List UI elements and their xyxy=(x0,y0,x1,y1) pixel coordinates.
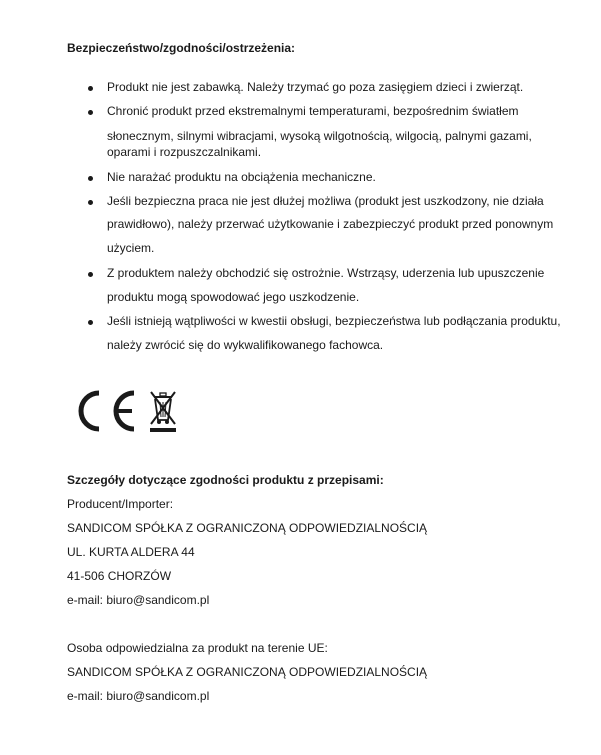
safety-item-line: Z produktem należy obchodzić się ostrożnie. Wstrząsy, uderzenia lub upuszczenie xyxy=(107,266,545,280)
safety-item-line: Jeśli istnieją wątpliwości w kwestii obsługi, bezpieczeństwa lub podłączania produktu, xyxy=(107,314,561,328)
eu-responsible-email: e-mail: biuro@sandicom.pl xyxy=(67,689,210,703)
certification-logos xyxy=(76,386,186,436)
safety-item-line: produktu mogą spowodować jego uszkodzenie. xyxy=(107,290,360,304)
safety-item-line: słonecznym, silnymi wibracjami, wysoką wilgotnością, wilgocią, palnymi gazami, xyxy=(107,129,532,143)
producer-street: UL. KURTA ALDERA 44 xyxy=(67,545,195,559)
eu-responsible-label: Osoba odpowiedzialna za produkt na terenie UE: xyxy=(67,641,328,655)
producer-name: SANDICOM SPÓŁKA Z OGRANICZONĄ ODPOWIEDZIALNOŚCIĄ xyxy=(67,521,428,535)
bullet-dot xyxy=(88,110,93,115)
bullet-dot xyxy=(88,200,93,205)
crossed-out-wheelie-bin-icon xyxy=(148,388,178,434)
eu-responsible-name: SANDICOM SPÓŁKA Z OGRANICZONĄ ODPOWIEDZIALNOŚCIĄ xyxy=(67,665,428,679)
safety-item-line: prawidłowo), należy przerwać użytkowanie i zabezpieczyć produkt przed ponownym xyxy=(107,217,554,231)
safety-item-line: oparami i rozpuszczalnikami. xyxy=(107,145,262,159)
compliance-heading: Szczegóły dotyczące zgodności produktu z przepisami: xyxy=(67,473,384,487)
safety-item-line: użyciem. xyxy=(107,241,155,255)
safety-item-line: należy zwrócić się do wykwalifikowanego fachowca. xyxy=(107,338,384,352)
safety-heading: Bezpieczeństwo/zgodności/ostrzeżenia: xyxy=(67,41,296,55)
bullet-dot xyxy=(88,320,93,325)
safety-item-line: Jeśli bezpieczna praca nie jest dłużej możliwa (produkt jest uszkodzony, nie działa xyxy=(107,194,544,208)
safety-item-line: Nie narażać produktu na obciążenia mechaniczne. xyxy=(107,170,376,184)
safety-item-line: Produkt nie jest zabawką. Należy trzymać go poza zasięgiem dzieci i zwierząt. xyxy=(107,80,524,94)
safety-item-line: Chronić produkt przed ekstremalnymi temperaturami, bezpośrednim światłem xyxy=(107,104,519,118)
producer-label: Producent/Importer: xyxy=(67,497,174,511)
bullet-dot xyxy=(88,86,93,91)
producer-city: 41-506 CHORZÓW xyxy=(67,569,172,583)
producer-email: e-mail: biuro@sandicom.pl xyxy=(67,593,210,607)
bullet-dot xyxy=(88,176,93,181)
bullet-dot xyxy=(88,272,93,277)
